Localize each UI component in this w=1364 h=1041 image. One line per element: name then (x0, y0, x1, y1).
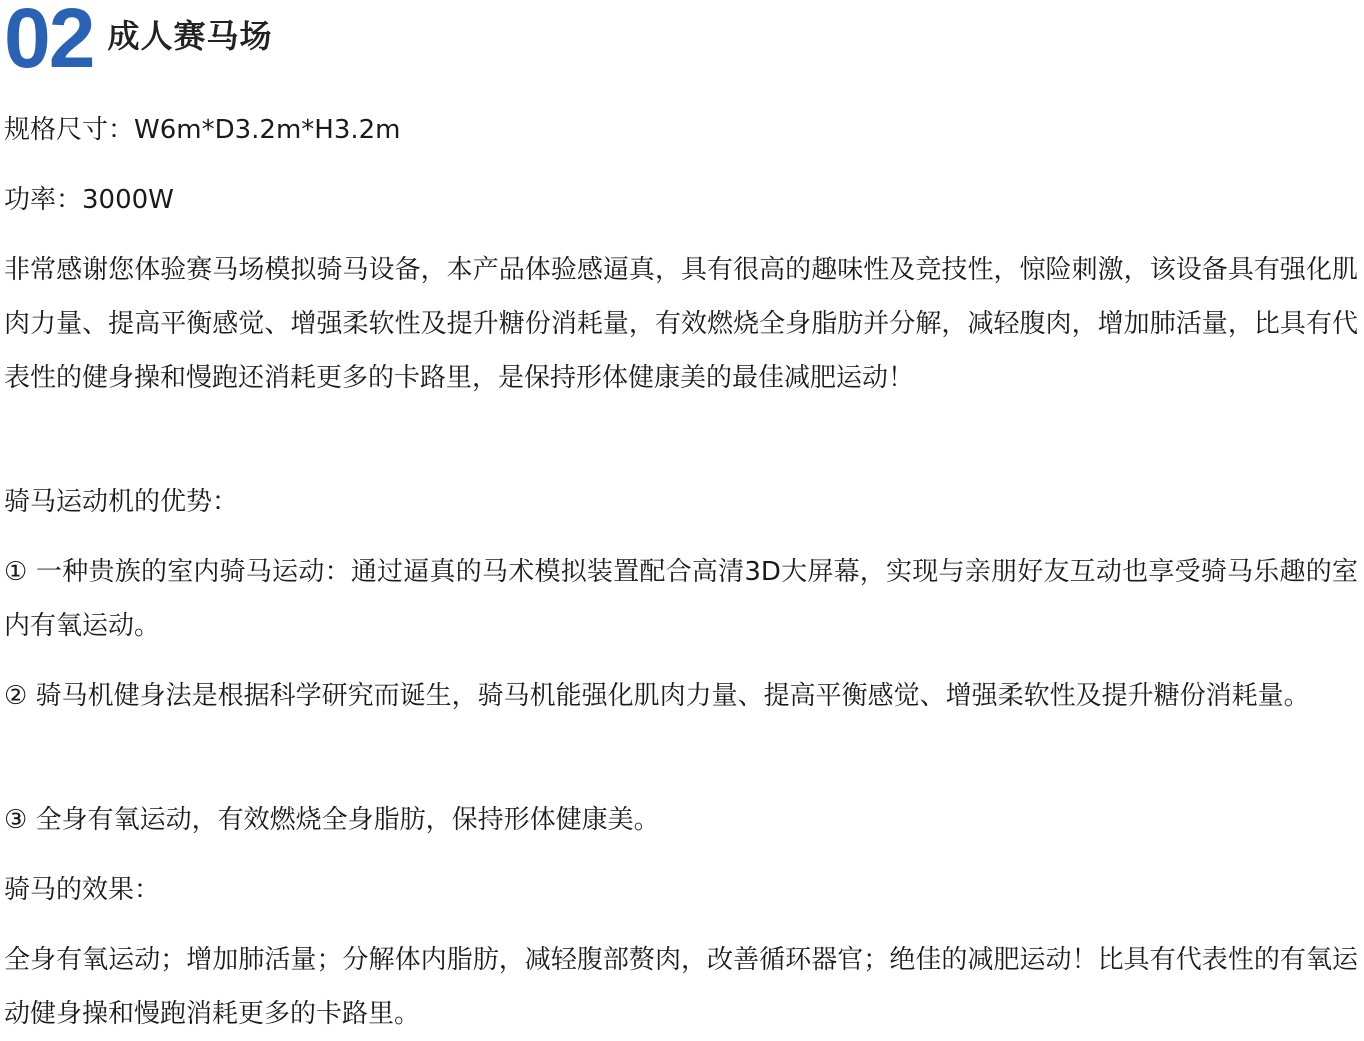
product-document (4, 0, 1358, 85)
advantage-item-2: ② 骑马机健身法是根据科学研究而诞生，骑马机能强化肌肉力量、提高平衡感觉、增强柔软性及提升糖份消耗量。 (4, 681, 1310, 711)
section-number: 02 (4, 0, 94, 85)
spec-power: 功率：3000W (4, 185, 174, 215)
section-title: 成人赛马场 (107, 17, 273, 55)
spec-size: 规格尺寸：W6m*D3.2m*H3.2m (4, 115, 401, 145)
section-header (4, 0, 1358, 85)
intro-paragraph: 非常感谢您体验赛马场模拟骑马设备，本产品体验感逼真，具有很高的趣味性及竞技性，惊险刺激，该设备具有强化肌肉力量、提高平衡感觉、增强柔软性及提升糖份消耗量，有效燃烧全身脂肪并分解，减轻腹肉，增加肺活量，比具有代表性的健身操和慢跑还消耗更多的卡路里，是保持形体健康美的最佳减肥运动！ (4, 255, 1358, 393)
effects-paragraph: 全身有氧运动；增加肺活量；分解体内脂肪，减轻腹部赘肉，改善循环器官；绝佳的减肥运动！比具有代表性的有氧运动健身操和慢跑消耗更多的卡路里。 (4, 945, 1358, 1029)
effects-heading: 骑马的效果： (4, 875, 161, 905)
advantages-heading: 骑马运动机的优势： (4, 487, 239, 517)
advantage-item-3: ③ 全身有氧运动，有效燃烧全身脂肪，保持形体健康美。 (4, 805, 660, 835)
advantage-item-1: ① 一种贵族的室内骑马运动：通过逼真的马术模拟装置配合高清3D大屏幕，实现与亲朋好友互动也享受骑马乐趣的室内有氧运动。 (4, 557, 1358, 641)
